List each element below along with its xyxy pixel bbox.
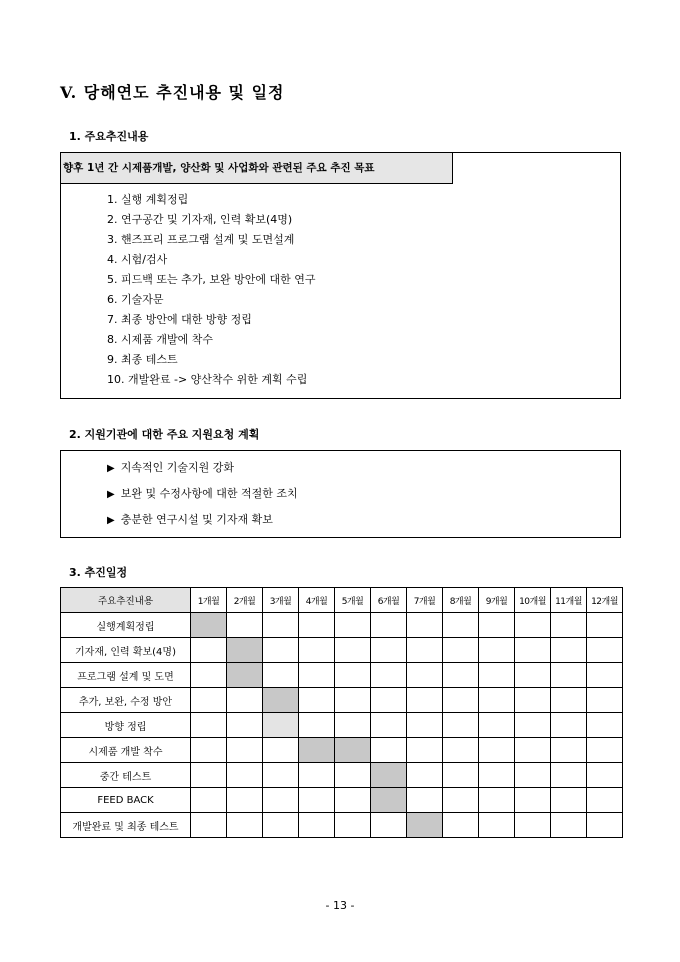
schedule-cell bbox=[335, 663, 371, 688]
schedule-cell bbox=[587, 713, 623, 738]
schedule-cell bbox=[227, 738, 263, 763]
page-title: V. 당해연도 추진내용 및 일정 bbox=[60, 83, 285, 102]
schedule-cell bbox=[515, 763, 551, 788]
schedule-task-label: 방향 정립 bbox=[61, 713, 191, 738]
schedule-cell-filled bbox=[263, 713, 299, 738]
list-item: 5. 피드백 또는 추가, 보완 방안에 대한 연구 bbox=[107, 273, 316, 286]
schedule-cell bbox=[335, 638, 371, 663]
schedule-header-label: 주요추진내용 bbox=[61, 588, 191, 613]
schedule-cell bbox=[263, 813, 299, 838]
schedule-cell bbox=[551, 788, 587, 813]
schedule-cell bbox=[443, 813, 479, 838]
schedule-month-header: 2개월 bbox=[227, 588, 263, 613]
schedule-cell bbox=[587, 738, 623, 763]
table-row bbox=[61, 638, 623, 663]
schedule-month-header: 12개월 bbox=[587, 588, 623, 613]
schedule-cell bbox=[479, 688, 515, 713]
schedule-cell bbox=[587, 613, 623, 638]
schedule-month-header: 11개월 bbox=[551, 588, 587, 613]
schedule-task-label: 기자재, 인력 확보(4명) bbox=[61, 638, 191, 663]
list-item: 6. 기술자문 bbox=[107, 293, 164, 306]
schedule-cell bbox=[443, 713, 479, 738]
schedule-cell bbox=[587, 638, 623, 663]
schedule-cell bbox=[587, 763, 623, 788]
schedule-cell bbox=[227, 713, 263, 738]
schedule-cell bbox=[227, 688, 263, 713]
schedule-cell bbox=[407, 788, 443, 813]
schedule-task-label: 실행계획정립 bbox=[61, 613, 191, 638]
list-item: 10. 개발완료 -> 양산착수 위한 계획 수립 bbox=[107, 373, 308, 386]
schedule-task-label: 개발완료 및 최종 테스트 bbox=[61, 813, 191, 838]
schedule-cell bbox=[299, 688, 335, 713]
section2-list bbox=[107, 455, 298, 533]
list-item: 4. 시험/검사 bbox=[107, 253, 168, 266]
section1-box-title: 향후 1년 간 시제품개발, 양산화 및 사업화와 관련된 주요 추진 목표 bbox=[61, 153, 453, 184]
list-item-text: 충분한 연구시설 및 기자재 확보 bbox=[120, 513, 273, 526]
section2-box bbox=[60, 450, 621, 538]
schedule-cell bbox=[335, 613, 371, 638]
schedule-cell bbox=[479, 763, 515, 788]
schedule-cell bbox=[191, 788, 227, 813]
schedule-cell bbox=[299, 638, 335, 663]
schedule-cell bbox=[371, 663, 407, 688]
schedule-cell bbox=[443, 788, 479, 813]
table-row bbox=[61, 738, 623, 763]
schedule-cell bbox=[479, 638, 515, 663]
schedule-cell bbox=[191, 638, 227, 663]
schedule-cell bbox=[479, 663, 515, 688]
schedule-cell bbox=[515, 613, 551, 638]
schedule-month-header: 5개월 bbox=[335, 588, 371, 613]
schedule-month-header: 1개월 bbox=[191, 588, 227, 613]
list-item: 8. 시제품 개발에 착수 bbox=[107, 333, 213, 346]
schedule-cell bbox=[515, 663, 551, 688]
schedule-cell bbox=[263, 763, 299, 788]
schedule-cell bbox=[371, 713, 407, 738]
schedule-month-header: 7개월 bbox=[407, 588, 443, 613]
list-item-text: 지속적인 기술지원 강화 bbox=[120, 461, 234, 474]
schedule-cell bbox=[407, 738, 443, 763]
list-item: 2. 연구공간 및 기자재, 인력 확보(4명) bbox=[107, 213, 293, 226]
schedule-cell-filled bbox=[227, 663, 263, 688]
schedule-cell bbox=[299, 613, 335, 638]
schedule-cell bbox=[191, 688, 227, 713]
table-row bbox=[61, 813, 623, 838]
section2-heading: 2. 지원기관에 대한 주요 지원요청 계획 bbox=[69, 428, 260, 441]
schedule-month-header: 6개월 bbox=[371, 588, 407, 613]
schedule-cell bbox=[407, 663, 443, 688]
schedule-month-header: 8개월 bbox=[443, 588, 479, 613]
schedule-cell bbox=[515, 638, 551, 663]
schedule-cell bbox=[551, 813, 587, 838]
list-item bbox=[107, 507, 298, 533]
schedule-cell bbox=[587, 663, 623, 688]
schedule-month-header: 9개월 bbox=[479, 588, 515, 613]
schedule-cell bbox=[335, 788, 371, 813]
schedule-cell bbox=[299, 813, 335, 838]
schedule-cell bbox=[407, 713, 443, 738]
schedule-task-label: 중간 테스트 bbox=[61, 763, 191, 788]
schedule-cell bbox=[551, 613, 587, 638]
schedule-cell bbox=[191, 738, 227, 763]
schedule-cell bbox=[263, 788, 299, 813]
schedule-month-header: 3개월 bbox=[263, 588, 299, 613]
table-row bbox=[61, 763, 623, 788]
schedule-cell-filled bbox=[407, 813, 443, 838]
schedule-cell bbox=[515, 713, 551, 738]
schedule-cell bbox=[443, 763, 479, 788]
schedule-cell bbox=[551, 688, 587, 713]
schedule-cell bbox=[479, 738, 515, 763]
schedule-task-label: 추가, 보완, 수정 방안 bbox=[61, 688, 191, 713]
list-item: 3. 핸즈프리 프로그램 설계 및 도면설계 bbox=[107, 233, 295, 246]
schedule-cell bbox=[335, 763, 371, 788]
list-item bbox=[107, 481, 298, 507]
schedule-cell bbox=[227, 813, 263, 838]
schedule-cell bbox=[587, 813, 623, 838]
list-item bbox=[107, 455, 298, 481]
schedule-month-header: 10개월 bbox=[515, 588, 551, 613]
schedule-cell bbox=[371, 613, 407, 638]
schedule-cell bbox=[191, 663, 227, 688]
schedule-cell bbox=[443, 688, 479, 713]
schedule-cell bbox=[227, 788, 263, 813]
schedule-cell bbox=[407, 763, 443, 788]
schedule-cell bbox=[479, 613, 515, 638]
schedule-cell bbox=[443, 613, 479, 638]
schedule-cell bbox=[551, 638, 587, 663]
schedule-cell bbox=[515, 813, 551, 838]
schedule-cell bbox=[587, 788, 623, 813]
schedule-cell-filled bbox=[191, 613, 227, 638]
schedule-cell bbox=[515, 688, 551, 713]
table-row bbox=[61, 788, 623, 813]
triangle-bullet-icon: ▶ bbox=[107, 463, 115, 474]
section3-heading: 3. 추진일정 bbox=[69, 566, 128, 579]
schedule-header-row bbox=[61, 588, 623, 613]
page-number: - 13 - bbox=[325, 899, 355, 912]
table-row bbox=[61, 613, 623, 638]
schedule-cell bbox=[299, 788, 335, 813]
schedule-cell bbox=[371, 813, 407, 838]
schedule-cell bbox=[587, 688, 623, 713]
schedule-cell bbox=[407, 688, 443, 713]
schedule-cell-filled bbox=[299, 738, 335, 763]
schedule-cell bbox=[371, 638, 407, 663]
schedule-table bbox=[60, 587, 623, 838]
triangle-bullet-icon: ▶ bbox=[107, 489, 115, 500]
schedule-cell-filled bbox=[371, 763, 407, 788]
schedule-cell bbox=[191, 763, 227, 788]
section1-list bbox=[107, 190, 315, 390]
schedule-cell bbox=[191, 713, 227, 738]
schedule-cell bbox=[335, 688, 371, 713]
schedule-cell-filled bbox=[263, 688, 299, 713]
table-row bbox=[61, 688, 623, 713]
triangle-bullet-icon: ▶ bbox=[107, 515, 115, 526]
schedule-cell-filled bbox=[335, 738, 371, 763]
schedule-cell bbox=[515, 738, 551, 763]
schedule-cell bbox=[479, 813, 515, 838]
schedule-cell bbox=[479, 713, 515, 738]
schedule-cell bbox=[479, 788, 515, 813]
schedule-task-label: 프로그램 설계 및 도면 bbox=[61, 663, 191, 688]
schedule-cell bbox=[299, 713, 335, 738]
schedule-month-header: 4개월 bbox=[299, 588, 335, 613]
schedule-cell bbox=[551, 763, 587, 788]
section1-heading: 1. 주요추진내용 bbox=[69, 130, 149, 143]
list-item-text: 보완 및 수정사항에 대한 적절한 조치 bbox=[120, 487, 298, 500]
schedule-cell bbox=[407, 638, 443, 663]
schedule-cell bbox=[335, 813, 371, 838]
schedule-cell bbox=[407, 613, 443, 638]
schedule-cell bbox=[263, 663, 299, 688]
schedule-task-label: 시제품 개발 착수 bbox=[61, 738, 191, 763]
schedule-cell bbox=[443, 738, 479, 763]
schedule-cell-filled bbox=[371, 788, 407, 813]
schedule-cell bbox=[515, 788, 551, 813]
schedule-cell bbox=[227, 613, 263, 638]
schedule-cell bbox=[371, 688, 407, 713]
list-item: 9. 최종 테스트 bbox=[107, 353, 178, 366]
schedule-cell bbox=[299, 763, 335, 788]
schedule-cell bbox=[299, 663, 335, 688]
schedule-cell bbox=[263, 613, 299, 638]
list-item: 7. 최종 방안에 대한 방향 정립 bbox=[107, 313, 252, 326]
schedule-cell-filled bbox=[227, 638, 263, 663]
schedule-cell bbox=[335, 713, 371, 738]
schedule-cell bbox=[551, 663, 587, 688]
schedule-cell bbox=[263, 638, 299, 663]
table-row bbox=[61, 663, 623, 688]
schedule-cell bbox=[191, 813, 227, 838]
schedule-cell bbox=[551, 738, 587, 763]
section1-box bbox=[60, 152, 621, 399]
schedule-cell bbox=[551, 713, 587, 738]
schedule-cell bbox=[371, 738, 407, 763]
list-item: 1. 실행 계획정립 bbox=[107, 193, 189, 206]
schedule-cell bbox=[443, 638, 479, 663]
schedule-cell bbox=[263, 738, 299, 763]
schedule-cell bbox=[227, 763, 263, 788]
table-row bbox=[61, 713, 623, 738]
schedule-task-label: FEED BACK bbox=[61, 788, 191, 813]
schedule-cell bbox=[443, 663, 479, 688]
